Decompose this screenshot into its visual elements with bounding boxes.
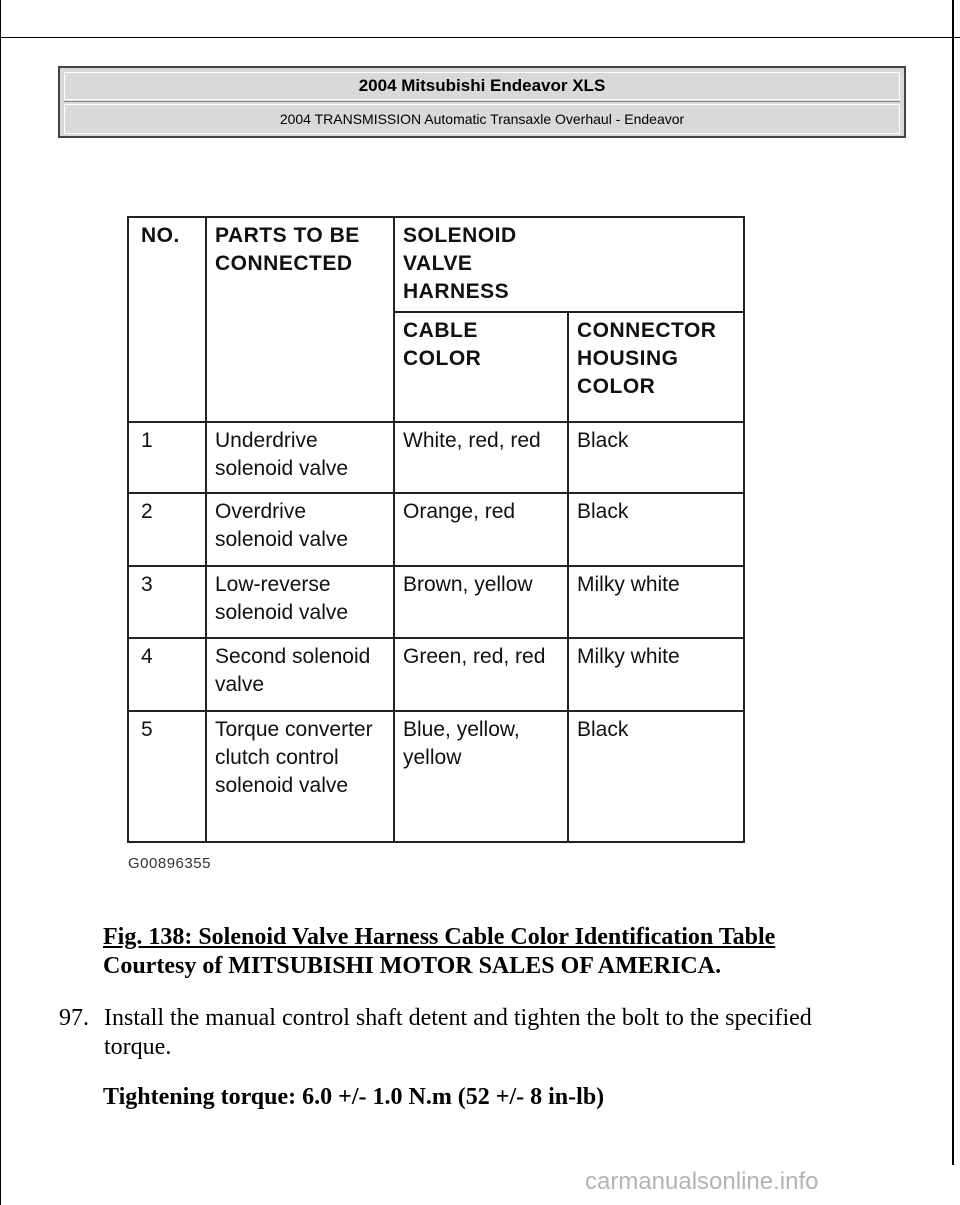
row-cable: White, red, red — [394, 422, 568, 493]
row-cable: Green, red, red — [394, 638, 568, 711]
row-no: 2 — [128, 493, 206, 566]
table-row — [128, 566, 744, 638]
document-header — [58, 66, 906, 138]
row-part: Overdrive solenoid valve — [206, 493, 394, 566]
row-part: Low-reverse solenoid valve — [206, 566, 394, 638]
figure-caption: Fig. 138: Solenoid Valve Harness Cable Color Identification Table — [103, 924, 776, 950]
step-number: 97. — [59, 1005, 89, 1031]
row-connector: Black — [568, 493, 744, 566]
table-row — [128, 638, 744, 711]
row-no: 5 — [128, 711, 206, 842]
table-row — [128, 422, 744, 493]
row-cable: Blue, yellow, yellow — [394, 711, 568, 842]
watermark: carmanualsonline.info — [585, 1168, 819, 1195]
row-part: Underdrive solenoid valve — [206, 422, 394, 493]
row-connector: Milky white — [568, 566, 744, 638]
row-no: 1 — [128, 422, 206, 493]
figure-code: G00896355 — [128, 855, 211, 872]
row-connector: Milky white — [568, 638, 744, 711]
header-subtitle: 2004 TRANSMISSION Automatic Transaxle Overhaul - Endeavor — [64, 104, 900, 134]
solenoid-harness-table — [127, 216, 745, 843]
row-no: 4 — [128, 638, 206, 711]
row-no: 3 — [128, 566, 206, 638]
row-part: Torque converter clutch control solenoid valve — [206, 711, 394, 842]
header-harness: SOLENOID VALVE HARNESS — [394, 217, 744, 312]
row-connector: Black — [568, 711, 744, 842]
row-cable: Brown, yellow — [394, 566, 568, 638]
row-connector: Black — [568, 422, 744, 493]
page-border-right — [952, 0, 954, 1165]
header-title: 2004 Mitsubishi Endeavor XLS — [64, 72, 900, 100]
page-border-left — [0, 0, 1, 1205]
header-divider — [64, 101, 900, 102]
page-border-top — [0, 37, 960, 38]
table-row — [128, 493, 744, 566]
step-text: Install the manual control shaft detent and tighten the bolt to the specified torque. — [104, 1005, 812, 1060]
figure-courtesy: Courtesy of MITSUBISHI MOTOR SALES OF AMERICA. — [103, 953, 722, 979]
figure-image — [127, 216, 743, 841]
header-parts: PARTS TO BE CONNECTED — [206, 217, 394, 422]
header-cable-color: CABLE COLOR — [394, 312, 568, 422]
header-connector-color: CONNECTOR HOUSING COLOR — [568, 312, 744, 422]
row-cable: Orange, red — [394, 493, 568, 566]
torque-spec: Tightening torque: 6.0 +/- 1.0 N.m (52 +/- 8 in-lb) — [103, 1084, 605, 1110]
header-no: NO. — [128, 217, 206, 422]
row-part: Second solenoid valve — [206, 638, 394, 711]
table-row — [128, 711, 744, 842]
